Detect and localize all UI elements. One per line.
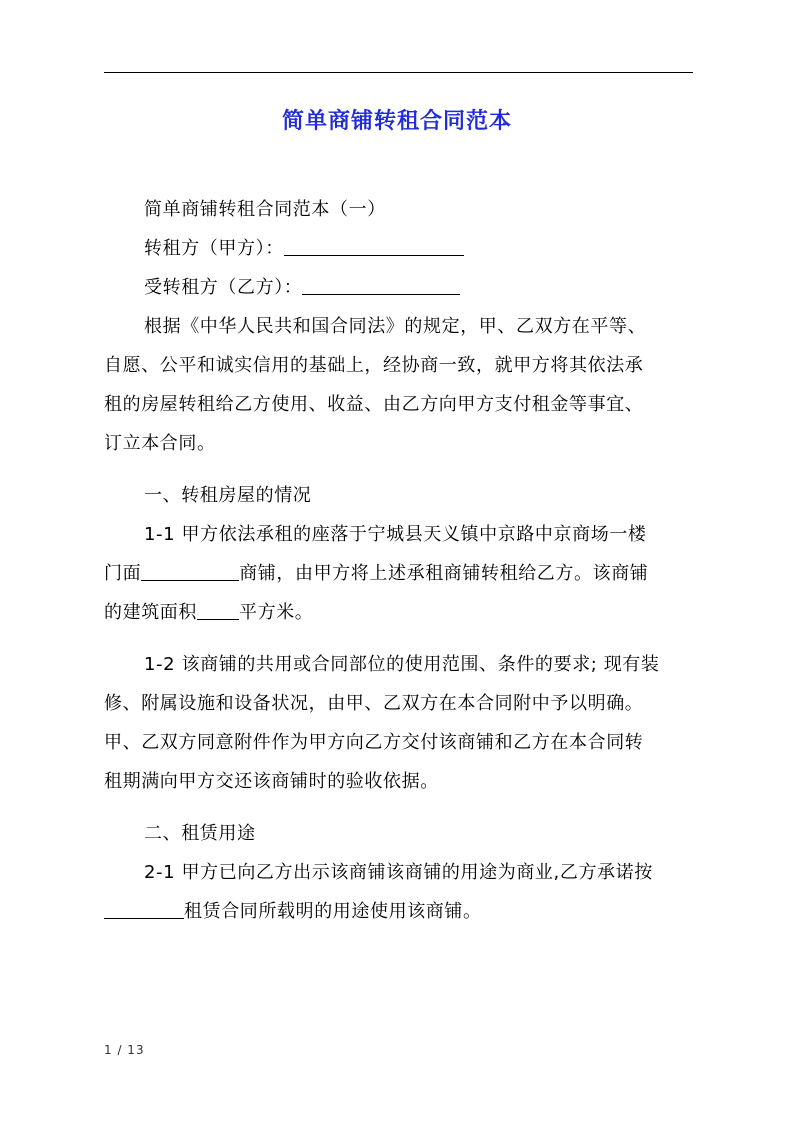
intro-line: 租的房屋转租给乙方使用、收益、由乙方向甲方支付租金等事宜、 [104,394,644,415]
usage-blank [104,896,184,919]
clause-1-2-line: 修、附属设施和设备状况，由甲、乙双方在本合同附中予以明确。 [104,693,644,714]
clause-1-2-line: 甲、乙双方同意附件作为甲方向乙方交付该商铺和乙方在本合同转 [104,732,644,753]
intro-line: 自愿、公平和诚实信用的基础上，经协商一致，就甲方将其依法承 [104,355,644,376]
document-body [104,190,694,931]
header-rule [104,72,693,73]
clause-1-1-line [104,554,694,593]
party-a-blank [284,233,464,256]
clause-text: 商铺，由甲方将上述承租商铺转租给乙方。该商铺 [239,563,649,584]
intro-line: 订立本合同。 [104,433,216,454]
page-indicator: 1 / 13 [104,1043,145,1057]
party-a-line [104,229,694,268]
clause-2-1-line [104,892,694,931]
clause-1-1-line [104,593,694,632]
section-2-title: 二、租赁用途 [144,823,256,844]
storefront-blank [141,558,239,581]
clause-1-2-line: 租期满向甲方交还该商铺时的验收依据。 [104,771,439,792]
clause-2-1-line: 2-1 甲方已向乙方出示该商铺该商铺的用途为商业,乙方承诺按 [144,862,653,883]
clause-text: 门面 [104,563,142,584]
clause-1-2-line: 1-2 该商铺的共用或合同部位的使用范围、条件的要求; 现有装 [144,654,660,675]
clause-1-1-line: 1-1 甲方依法承租的座落于宁城县天义镇中京路中京商场一楼 [144,524,647,545]
clause-text: 租赁合同所载明的用途使用该商铺。 [184,901,482,922]
intro-line: 根据《中华人民共和国合同法》的规定，甲、乙双方在平等、 [144,316,647,337]
section-1-title: 一、转租房屋的情况 [144,485,312,506]
party-a-label: 转租方（甲方）： [144,238,284,259]
party-b-blank [302,272,460,295]
party-b-line [104,268,694,307]
clause-text: 平方米。 [239,602,314,623]
clause-text: 的建筑面积 [104,602,197,623]
party-b-label: 受转租方（乙方）： [144,277,303,298]
area-blank [197,597,239,620]
document-title: 简单商铺转租合同范本 [281,109,512,134]
contract-heading: 简单商铺转租合同范本（一） [144,199,386,220]
